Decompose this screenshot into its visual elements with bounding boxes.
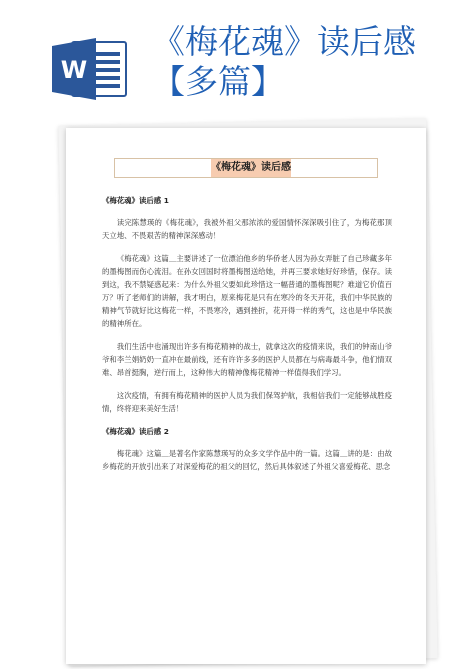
page-subtitle: 【多篇】 (152, 62, 284, 101)
paragraph: 《梅花魂》这篇＿主要讲述了一位漂泊他乡的华侨老人因为孙女弄脏了自己珍藏多年的墨梅图而伤心流泪。在孙女回国时将墨梅图送给她，并再三要求她好好珍惜，保存。读到这，我不禁疑惑起来：为什么外祖父要如此珍惜这一幅普通的墨梅图呢？难道它价值百万？听了老师们的讲解，我才明白，原来梅花是只有在寒冷的冬天开花，我们中华民族的精神气节就好比这梅花一样，不畏寒冷，遇到挫折，花开得一样的秀气，这也是中华民族的精神所在。 (102, 254, 392, 328)
page-header (0, 0, 474, 112)
paragraph: 读完陈慧瑛的《梅花魂》，我被外祖父那浓浓的爱国情怀深深吸引住了，为梅花那顶天立地、不畏艰苦的精神深深感动！ (102, 218, 392, 240)
section-heading: 《梅花魂》读后感 2 (102, 427, 169, 436)
section-heading: 《梅花魂》读后感 1 (102, 196, 169, 205)
document-title-box (114, 158, 378, 178)
document-title: 《梅花魂》读后感 (211, 159, 291, 177)
document-page (66, 128, 426, 664)
paragraph: 梅花魂》这篇＿是著名作家陈慧瑛写的众多文学作品中的一篇。这篇＿讲的是：由故乡梅花的开放引出来了对深爱梅花的祖父的回忆，然后具体叙述了外祖父喜爱梅花、思念 (102, 449, 392, 471)
page-title: 《梅花魂》读后感 (152, 22, 416, 61)
logo-letter: W (60, 56, 88, 84)
document-body (102, 186, 392, 483)
paragraph: 我们生活中也涌现出许多有梅花精神的战士，就拿这次的疫情来说，我们的钟南山爷爷和李兰娟奶奶一直冲在最前线，还有许许多多的医护人员都在与病毒最斗争，他们情双难、昂首挺胸，逆行而上，这种伟大的精神像梅花精神一样值得我们学习。 (102, 342, 392, 377)
paragraph: 这次疫情，有拥有梅花精神的医护人员为我们保驾护航，我相信我们一定能够战胜疫情，终将迎来美好生活！ (102, 391, 392, 413)
word-document-icon (50, 38, 130, 100)
